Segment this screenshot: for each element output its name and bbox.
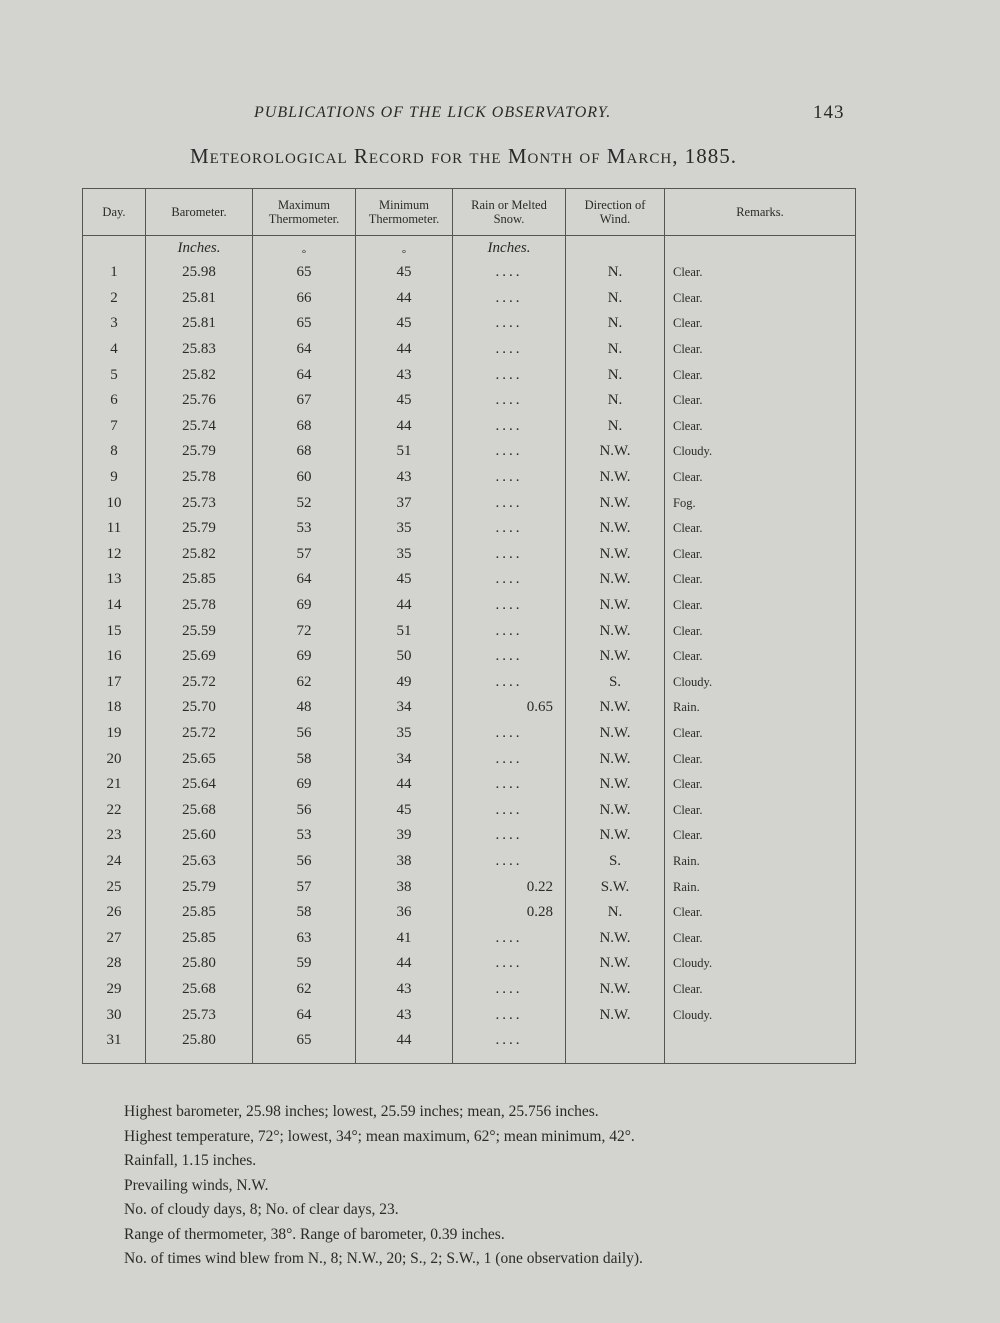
unit-remarks [665,236,856,261]
cell-rain: .... [453,490,566,516]
column-header-rain: Rain or Melted Snow. [453,189,566,236]
summary-line: No. of times wind blew from N., 8; N.W., 20; S., 2; S.W., 1 (one observation daily). [124,1250,643,1267]
table-row [83,849,856,875]
cell-day: 31 [83,1028,146,1054]
units-row [83,236,856,261]
cell-wind: N. [566,362,665,388]
cell-day: 10 [83,490,146,516]
cell-rain: .... [453,823,566,849]
table-row [83,618,856,644]
cell-baro: 25.73 [146,490,253,516]
padding-cell [356,1053,453,1064]
cell-day: 6 [83,388,146,414]
cell-max: 65 [253,311,356,337]
cell-day: 3 [83,311,146,337]
table-row [83,286,856,312]
summary-line: Prevailing winds, N.W. [124,1176,269,1194]
unit-min: ° [356,236,453,261]
cell-remark: Rain. [673,700,700,715]
cell-wind: N.W. [566,516,665,542]
cell-wind: N.W. [566,618,665,644]
cell-remark: Clear. [673,290,703,305]
table-row [83,311,856,337]
cell-baro: 25.69 [146,644,253,670]
cell-rain: .... [453,388,566,414]
cell-remark: Rain. [673,879,700,894]
table-row [83,900,856,926]
cell-rain: .... [453,1028,566,1054]
cell-min: 44 [356,337,453,363]
cell-min: 44 [356,772,453,798]
padding-cell [665,1053,856,1064]
unit-wind [566,236,665,261]
cell-remark: Clear. [673,725,703,740]
table-row [83,797,856,823]
cell-day: 21 [83,772,146,798]
cell-min: 41 [356,925,453,951]
cell-min: 43 [356,362,453,388]
cell-wind: N.W. [566,797,665,823]
cell-max: 53 [253,823,356,849]
table-row [83,1002,856,1028]
table-row [83,644,856,670]
table-row [83,465,856,491]
cell-rain: .... [453,286,566,312]
cell-min: 44 [356,951,453,977]
cell-max: 69 [253,593,356,619]
meteorological-table [82,188,856,1064]
cell-day: 14 [83,593,146,619]
table-title: Meteorological Record for the Month of March, 1885. [190,144,737,168]
cell-max: 58 [253,746,356,772]
table-row [83,439,856,465]
cell-rain: 0.65 [453,695,566,721]
cell-max: 72 [253,618,356,644]
cell-min: 45 [356,311,453,337]
cell-day: 23 [83,823,146,849]
cell-baro: 25.85 [146,900,253,926]
table-row [83,516,856,542]
cell-min: 44 [356,593,453,619]
cell-rain: .... [453,721,566,747]
table-row [83,951,856,977]
cell-min: 51 [356,618,453,644]
table-row [83,695,856,721]
column-header-day: Day. [83,189,146,236]
cell-baro: 25.79 [146,439,253,465]
cell-wind: N.W. [566,721,665,747]
cell-rain: .... [453,362,566,388]
cell-min: 37 [356,490,453,516]
cell-baro: 25.76 [146,388,253,414]
cell-min: 35 [356,542,453,568]
cell-remark [665,1028,856,1054]
cell-min: 44 [356,1028,453,1054]
cell-rain: .... [453,260,566,286]
cell-remark: Clear. [673,418,703,433]
column-header-remarks: Remarks. [665,189,856,236]
cell-day: 8 [83,439,146,465]
cell-min: 45 [356,260,453,286]
cell-wind: N.W. [566,644,665,670]
cell-min: 50 [356,644,453,670]
table-row [83,772,856,798]
table-row [83,593,856,619]
cell-rain: .... [453,797,566,823]
cell-day: 24 [83,849,146,875]
cell-baro: 25.68 [146,797,253,823]
cell-max: 62 [253,670,356,696]
cell-remark: Cloudy. [673,444,713,459]
table-bottom-padding [83,1053,856,1064]
padding-cell [146,1053,253,1064]
cell-max: 64 [253,567,356,593]
cell-rain: .... [453,772,566,798]
cell-day: 1 [83,260,146,286]
cell-baro: 25.70 [146,695,253,721]
unit-max: ° [253,236,356,261]
cell-wind: N.W. [566,542,665,568]
running-title: PUBLICATIONS OF THE LICK OBSERVATORY. [254,104,612,121]
cell-max: 69 [253,772,356,798]
cell-baro: 25.98 [146,260,253,286]
cell-remark: Clear. [673,751,703,766]
cell-baro: 25.81 [146,311,253,337]
cell-day: 5 [83,362,146,388]
cell-wind: N.W. [566,746,665,772]
unit-day [83,236,146,261]
cell-wind: N.W. [566,772,665,798]
cell-max: 66 [253,286,356,312]
cell-min: 43 [356,977,453,1003]
cell-min: 45 [356,567,453,593]
padding-cell [566,1053,665,1064]
cell-remark: Clear. [673,777,703,792]
cell-wind: N. [566,311,665,337]
cell-baro: 25.72 [146,670,253,696]
padding-cell [453,1053,566,1064]
cell-max: 64 [253,362,356,388]
cell-wind: N. [566,260,665,286]
summary-line: Rainfall, 1.15 inches. [124,1152,257,1169]
cell-baro: 25.60 [146,823,253,849]
cell-remark: Clear. [673,316,703,331]
cell-rain: .... [453,1002,566,1028]
column-header-min-thermometer: Minimum Thermometer. [356,189,453,236]
cell-rain: .... [453,337,566,363]
cell-remark: Clear. [673,623,703,638]
cell-baro: 25.74 [146,414,253,440]
cell-day: 4 [83,337,146,363]
cell-rain: .... [453,593,566,619]
cell-wind: N.W. [566,567,665,593]
cell-max: 48 [253,695,356,721]
cell-baro: 25.79 [146,516,253,542]
cell-day: 12 [83,542,146,568]
cell-remark: Clear. [673,649,703,664]
cell-max: 69 [253,644,356,670]
cell-day: 27 [83,925,146,951]
cell-wind: N.W. [566,925,665,951]
cell-baro: 25.65 [146,746,253,772]
cell-day: 7 [83,414,146,440]
summary-line: Range of thermometer, 38°. Range of barometer, 0.39 inches. [124,1225,505,1243]
cell-wind: N.W. [566,695,665,721]
table-row [83,721,856,747]
cell-remark: Cloudy. [673,1007,713,1022]
table-row [83,874,856,900]
table-row [83,490,856,516]
cell-max: 58 [253,900,356,926]
cell-max: 64 [253,1002,356,1028]
cell-rain: .... [453,542,566,568]
summary-line: No. of cloudy days, 8; No. of clear days, 23. [124,1201,399,1218]
table-row [83,1028,856,1054]
cell-baro: 25.85 [146,925,253,951]
cell-rain: .... [453,465,566,491]
cell-max: 57 [253,874,356,900]
cell-wind: N. [566,900,665,926]
cell-min: 43 [356,465,453,491]
cell-baro: 25.78 [146,593,253,619]
cell-baro: 25.82 [146,542,253,568]
cell-wind: N.W. [566,465,665,491]
cell-rain: .... [453,567,566,593]
cell-max: 56 [253,849,356,875]
cell-baro: 25.80 [146,951,253,977]
cell-min: 43 [356,1002,453,1028]
unit-rain: Inches. [453,236,566,261]
cell-rain: .... [453,311,566,337]
table-row [83,925,856,951]
cell-wind: N.W. [566,951,665,977]
cell-remark: Clear. [673,367,703,382]
cell-max: 62 [253,977,356,1003]
cell-wind: S. [566,849,665,875]
cell-baro: 25.73 [146,1002,253,1028]
cell-day: 16 [83,644,146,670]
cell-min: 45 [356,388,453,414]
cell-day: 13 [83,567,146,593]
table-row [83,260,856,286]
cell-day: 22 [83,797,146,823]
cell-wind: N.W. [566,977,665,1003]
cell-max: 68 [253,439,356,465]
cell-day: 15 [83,618,146,644]
cell-remark: Clear. [673,930,703,945]
cell-wind: N. [566,414,665,440]
cell-baro: 25.68 [146,977,253,1003]
cell-min: 35 [356,721,453,747]
cell-max: 56 [253,721,356,747]
padding-cell [253,1053,356,1064]
cell-wind: N.W. [566,490,665,516]
cell-day: 20 [83,746,146,772]
column-header-barometer: Barometer. [146,189,253,236]
cell-wind: S. [566,670,665,696]
cell-rain: .... [453,618,566,644]
cell-min: 49 [356,670,453,696]
cell-day: 11 [83,516,146,542]
cell-day: 30 [83,1002,146,1028]
cell-remark: Clear. [673,981,703,996]
cell-remark: Cloudy. [673,674,713,689]
cell-rain: .... [453,977,566,1003]
cell-baro: 25.59 [146,618,253,644]
cell-day: 19 [83,721,146,747]
cell-max: 64 [253,337,356,363]
cell-max: 68 [253,414,356,440]
table-row [83,567,856,593]
cell-wind: N.W. [566,593,665,619]
cell-remark: Clear. [673,265,703,280]
unit-barometer: Inches. [146,236,253,261]
cell-remark: Rain. [673,853,700,868]
cell-max: 59 [253,951,356,977]
cell-baro: 25.63 [146,849,253,875]
table-row [83,337,856,363]
cell-rain: 0.22 [453,874,566,900]
cell-min: 34 [356,746,453,772]
cell-remark: Clear. [673,598,703,613]
table-row [83,388,856,414]
cell-wind: S.W. [566,874,665,900]
cell-rain: .... [453,439,566,465]
cell-wind: N. [566,337,665,363]
cell-rain: .... [453,644,566,670]
cell-day: 26 [83,900,146,926]
cell-rain: .... [453,746,566,772]
cell-remark: Cloudy. [673,956,713,971]
cell-day: 9 [83,465,146,491]
table-body [83,236,856,1064]
cell-remark: Clear. [673,470,703,485]
cell-baro: 25.81 [146,286,253,312]
cell-rain: .... [453,951,566,977]
cell-baro: 25.82 [146,362,253,388]
cell-max: 56 [253,797,356,823]
cell-remark: Clear. [673,393,703,408]
cell-remark: Clear. [673,828,703,843]
cell-rain: .... [453,516,566,542]
cell-day: 17 [83,670,146,696]
cell-baro: 25.72 [146,721,253,747]
cell-remark: Clear. [673,342,703,357]
cell-day: 25 [83,874,146,900]
padding-cell [83,1053,146,1064]
table-row [83,542,856,568]
cell-baro: 25.64 [146,772,253,798]
cell-rain: 0.28 [453,900,566,926]
cell-wind: N.W. [566,1002,665,1028]
cell-wind [566,1028,665,1054]
table-row [83,977,856,1003]
cell-day: 2 [83,286,146,312]
cell-max: 60 [253,465,356,491]
cell-rain: .... [453,670,566,696]
cell-baro: 25.78 [146,465,253,491]
cell-wind: N.W. [566,823,665,849]
cell-max: 63 [253,925,356,951]
cell-wind: N. [566,286,665,312]
cell-min: 38 [356,849,453,875]
cell-min: 38 [356,874,453,900]
summary-line: Highest barometer, 25.98 inches; lowest, 25.59 inches; mean, 25.756 inches. [124,1103,599,1120]
cell-day: 18 [83,695,146,721]
cell-remark: Clear. [673,905,703,920]
cell-remark: Clear. [673,572,703,587]
cell-baro: 25.85 [146,567,253,593]
cell-wind: N.W. [566,439,665,465]
cell-remark: Fog. [673,495,696,510]
cell-wind: N. [566,388,665,414]
cell-rain: .... [453,414,566,440]
column-header-max-thermometer: Maximum Thermometer. [253,189,356,236]
table-row [83,670,856,696]
cell-baro: 25.80 [146,1028,253,1054]
cell-min: 51 [356,439,453,465]
cell-min: 44 [356,414,453,440]
cell-min: 34 [356,695,453,721]
cell-min: 36 [356,900,453,926]
summary-notes [124,1100,884,1272]
cell-min: 44 [356,286,453,312]
table-row [83,823,856,849]
cell-min: 39 [356,823,453,849]
summary-line: Highest temperature, 72°; lowest, 34°; mean maximum, 62°; mean minimum, 42°. [124,1127,635,1145]
column-header-wind: Direction of Wind. [566,189,665,236]
cell-remark: Clear. [673,546,703,561]
cell-day: 28 [83,951,146,977]
cell-remark: Clear. [673,521,703,536]
cell-day: 29 [83,977,146,1003]
table-header-row [83,189,856,236]
cell-max: 67 [253,388,356,414]
cell-rain: .... [453,849,566,875]
cell-max: 52 [253,490,356,516]
page-number: 143 [813,102,845,123]
table-row [83,362,856,388]
cell-max: 65 [253,1028,356,1054]
table-row [83,414,856,440]
cell-remark: Clear. [673,802,703,817]
cell-max: 65 [253,260,356,286]
cell-min: 45 [356,797,453,823]
cell-rain: .... [453,925,566,951]
cell-max: 53 [253,516,356,542]
cell-baro: 25.83 [146,337,253,363]
cell-max: 57 [253,542,356,568]
table-row [83,746,856,772]
cell-baro: 25.79 [146,874,253,900]
cell-min: 35 [356,516,453,542]
